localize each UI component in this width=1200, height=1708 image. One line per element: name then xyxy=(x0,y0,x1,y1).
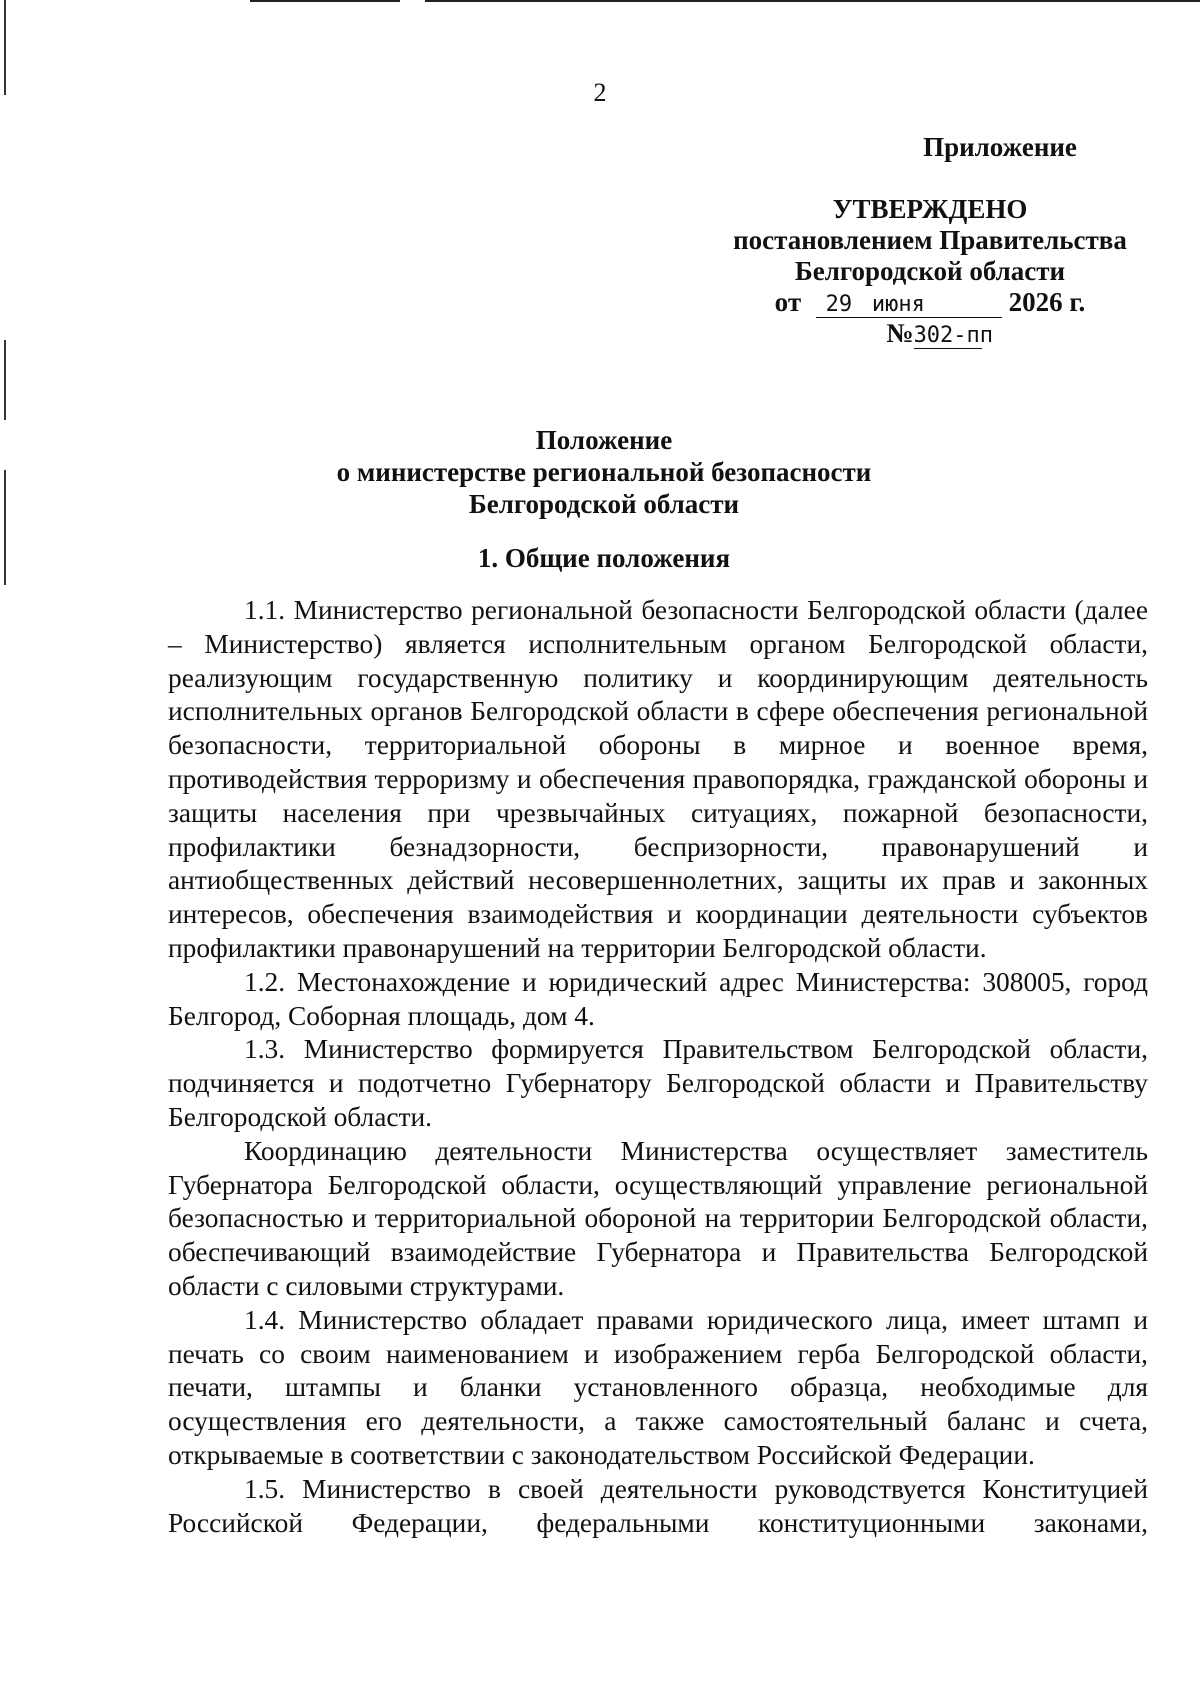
number-value: 302-пп xyxy=(913,323,994,348)
title-line-3: Белгородской области xyxy=(468,489,740,519)
section-heading: 1. Общие положения xyxy=(477,543,731,573)
scan-artifact-left-line xyxy=(4,340,6,420)
paragraph-1-1: 1.1. Министерство региональной безопасности Белгородской области (далее – Министерство) является исполнительным органом Белгородской области, реализующим государственную политику и координирующим деятельность исполнительных органов Белгородской области в сфере обеспечения региональной безопасности, территориальной обороны в мирное и военное время, противодействия терроризму и обеспечения правопорядка, гражданской обороны и защиты населения при чрезвычайных ситуациях, пожарной безопасности, профилактики безнадзорности, беспризорности, правонарушений и антиобщественных действий несовершеннолетних, защиты их прав и законных интересов, обеспечения взаимодействия и координации деятельности субъектов профилактики правонарушений на территории Белгородской области. xyxy=(168,595,1148,963)
date-year: 2026 г. xyxy=(1008,287,1086,317)
scan-artifact-top-line xyxy=(250,0,400,2)
scan-artifact-top-line xyxy=(425,0,1200,2)
approved-by-line-2: Белгородской области xyxy=(794,256,1066,286)
approval-date-line xyxy=(690,287,1170,318)
title-line-1: Положение xyxy=(535,425,673,455)
title-line-2: о министерстве региональной безопасности xyxy=(336,457,872,487)
approved-by-line-1: постановлением Правительства xyxy=(733,225,1127,255)
body-text xyxy=(168,594,1148,1540)
approved-label: УТВЕРЖДЕНО xyxy=(832,194,1028,224)
number-prefix: № xyxy=(886,318,914,348)
date-prefix: от xyxy=(774,287,802,317)
document-title xyxy=(0,424,1200,520)
date-month: июня xyxy=(862,293,1002,318)
paragraph-1-5: 1.5. Министерство в своей деятельности руководствуется Конституцией Российской Федерации, федеральными конституционными законами, xyxy=(168,1473,1148,1538)
page-number: 2 xyxy=(593,78,607,107)
paragraph-1-2: 1.2. Местонахождение и юридический адрес Министерства: 308005, город Белгород, Соборная площадь, дом 4. xyxy=(168,966,1148,1031)
approval-number-line xyxy=(690,318,1170,349)
date-day: 29 xyxy=(816,293,862,318)
paragraph-1-4: 1.4. Министерство обладает правами юридического лица, имеет штамп и печать со своим наименованием и изображением герба Белгородской области, печати, штампы и бланки установленного образца, необходимые для осуществления его деятельности, а также самостоятельный баланс и счета, открываемые в соответствии с законодательством Российской Федерации. xyxy=(168,1304,1148,1470)
paragraph-1-3: 1.3. Министерство формируется Правительством Белгородской области, подчиняется и подотчетно Губернатору Белгородской области и Правительству Белгородской области. xyxy=(168,1034,1148,1132)
paragraph-coordination: Координацию деятельности Министерства осуществляет заместитель Губернатора Белгородской области, осуществляющий управление региональной безопасностью и территориальной обороной на территории Белгородской области, обеспечивающий взаимодействие Губернатора и Правительства Белгородской области с силовыми структурами. xyxy=(168,1135,1148,1301)
appendix-label: Приложение xyxy=(923,132,1077,162)
approved-block xyxy=(690,194,1170,349)
